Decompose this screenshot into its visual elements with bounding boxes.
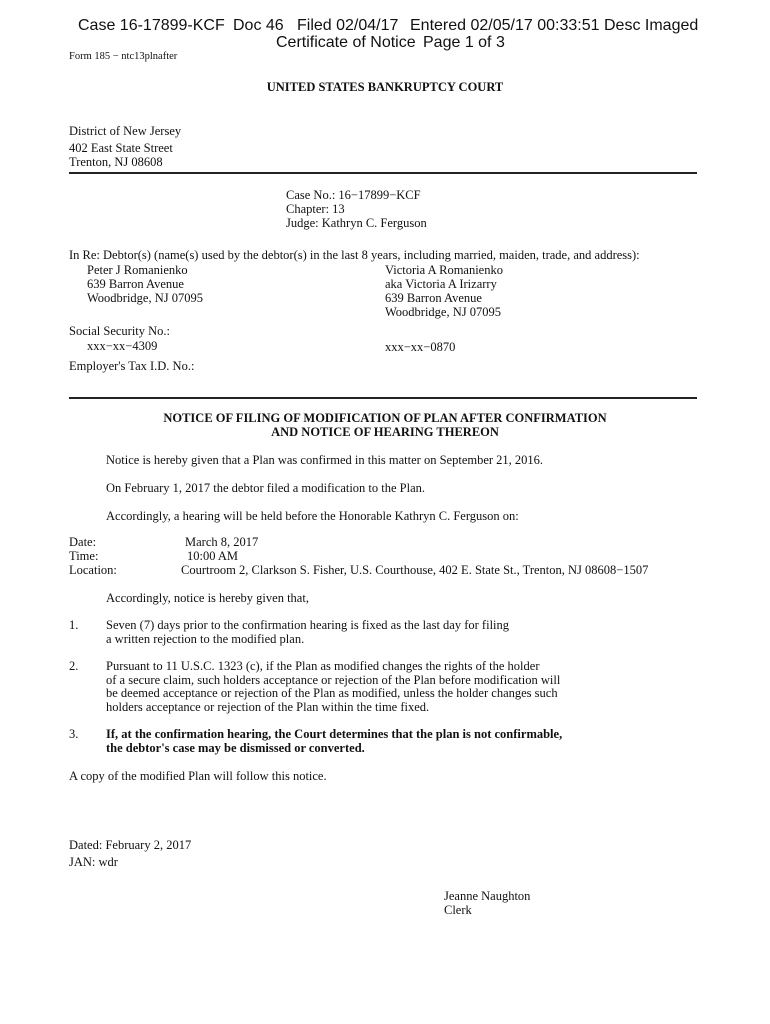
stamp-desc: Desc Imaged: [604, 17, 699, 34]
clerk-name: Jeanne Naughton: [444, 889, 531, 903]
debtor2-city: Woodbridge, NJ 07095: [385, 305, 501, 319]
paragraph-modification: On February 1, 2017 the debtor filed a modification to the Plan.: [106, 481, 426, 495]
hearing-time-value: 10:00 AM: [187, 549, 239, 563]
dated: Dated: February 2, 2017: [69, 838, 192, 852]
divider-middle: [69, 397, 697, 399]
court-title: UNITED STATES BANKRUPTCY COURT: [266, 80, 504, 94]
stamp-page: Page 1 of 3: [423, 34, 505, 51]
hearing-location-label: Location:: [69, 563, 117, 577]
copy-note: A copy of the modified Plan will follow this notice.: [69, 769, 327, 783]
paragraph-notice-given: Accordingly, notice is hereby given that,: [106, 591, 309, 605]
court-district: District of New Jersey: [69, 124, 182, 138]
debtor2-street: 639 Barron Avenue: [385, 291, 482, 305]
debtor2-name: Victoria A Romanienko: [385, 263, 503, 277]
hearing-location-value: Courtroom 2, Clarkson S. Fisher, U.S. Courthouse, 402 E. State St., Trenton, NJ 08608−1507: [181, 563, 649, 577]
debtor1-street: 639 Barron Avenue: [87, 277, 184, 291]
item-3-number: 3.: [69, 727, 79, 741]
item-3-line: If, at the confirmation hearing, the Court determines that the plan is not confirmable,: [106, 727, 563, 741]
paragraph-confirmed: Notice is hereby given that a Plan was confirmed in this matter on September 21, 2016.: [106, 453, 544, 467]
item-3-line: the debtor's case may be dismissed or converted.: [106, 741, 365, 755]
item-2-line: be deemed acceptance or rejection of the Plan as modified, unless the holder changes such: [106, 686, 558, 700]
court-street: 402 East State Street: [69, 141, 173, 155]
divider-top: [69, 172, 697, 174]
item-1-line: Seven (7) days prior to the confirmation hearing is fixed as the last day for filing: [106, 618, 510, 632]
case-judge: Judge: Kathryn C. Ferguson: [286, 216, 427, 230]
hearing-date-label: Date:: [69, 535, 97, 549]
hearing-date-value: March 8, 2017: [185, 535, 259, 549]
stamp-filed: Filed 02/04/17: [297, 17, 399, 34]
hearing-time-label: Time:: [69, 549, 99, 563]
stamp-case: Case 16-17899-KCF: [78, 17, 225, 34]
item-2-line: Pursuant to 11 U.S.C. 1323 (c), if the Plan as modified changes the rights of the holder: [106, 659, 540, 673]
debtor1-city: Woodbridge, NJ 07095: [87, 291, 203, 305]
notice-title-line2: AND NOTICE OF HEARING THEREON: [271, 425, 499, 439]
in-re-heading: In Re: Debtor(s) (name(s) used by the debtor(s) in the last 8 years, including married, maiden, trade, and address):: [69, 248, 640, 262]
item-2-line: of a secure claim, such holders acceptance or rejection of the Plan before modification will: [106, 673, 561, 687]
item-2-line: holders acceptance or rejection of the Plan within the time fixed.: [106, 700, 430, 714]
employer-tax-id-label: Employer's Tax I.D. No.:: [69, 359, 195, 373]
ssn-label: Social Security No.:: [69, 324, 171, 338]
item-1-line: a written rejection to the modified plan.: [106, 632, 305, 646]
notice-title-line1: NOTICE OF FILING OF MODIFICATION OF PLAN AFTER CONFIRMATION: [163, 411, 607, 425]
debtor2-aka: aka Victoria A Irizarry: [385, 277, 497, 291]
stamp-doc: Doc 46: [233, 17, 284, 34]
court-city: Trenton, NJ 08608: [69, 155, 163, 169]
ssn-debtor1: xxx−xx−4309: [87, 339, 158, 353]
form-id: Form 185 − ntc13plnafter: [69, 51, 178, 62]
case-chapter: Chapter: 13: [286, 202, 345, 216]
item-1-number: 1.: [69, 618, 79, 632]
clerk-title: Clerk: [444, 903, 472, 917]
stamp-entered: Entered 02/05/17 00:33:51: [410, 17, 600, 34]
paragraph-hearing: Accordingly, a hearing will be held before the Honorable Kathryn C. Ferguson on:: [106, 509, 519, 523]
jan-initials: JAN: wdr: [69, 855, 118, 869]
debtor1-name: Peter J Romanienko: [87, 263, 188, 277]
case-number: Case No.: 16−17899−KCF: [286, 188, 421, 202]
stamp-certificate: Certificate of Notice: [276, 34, 416, 51]
item-2-number: 2.: [69, 659, 79, 673]
ssn-debtor2: xxx−xx−0870: [385, 340, 456, 354]
